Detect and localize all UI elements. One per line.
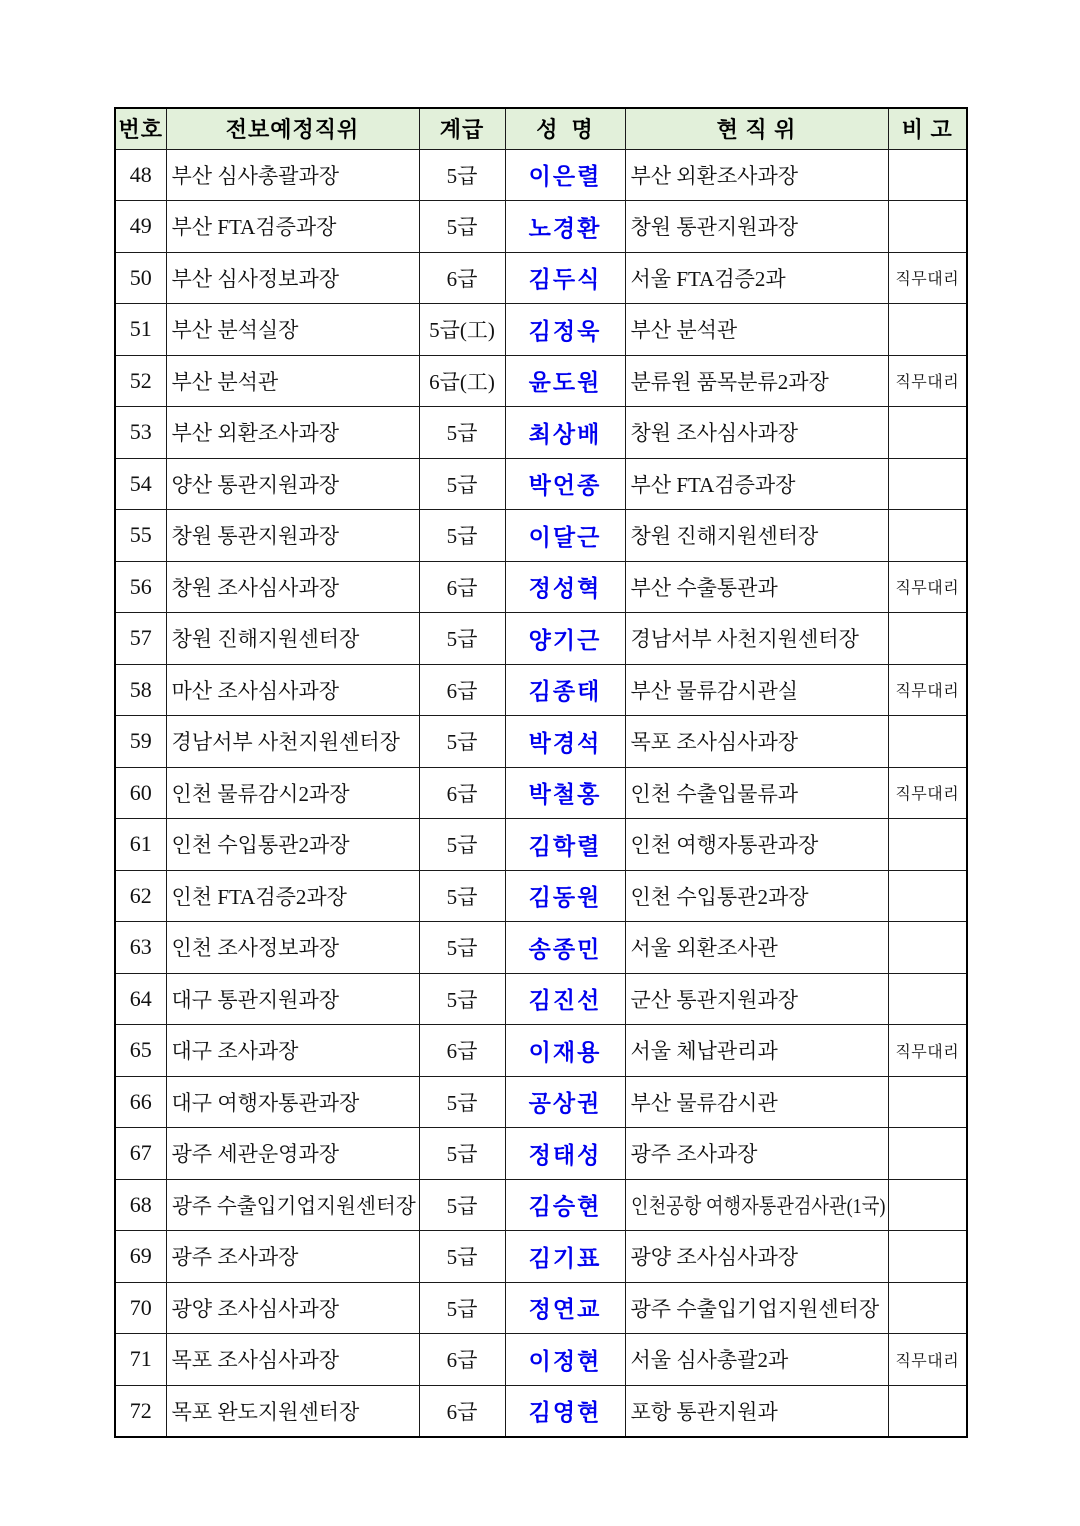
- cell-new-position: 부산 분석관: [166, 355, 419, 407]
- table-row: [115, 1334, 967, 1386]
- col-header-no: 번호: [115, 108, 166, 149]
- cell-name: 정연교: [505, 1282, 625, 1334]
- cell-current-position: 광주 조사과장: [625, 1128, 888, 1180]
- cell-new-position: 광주 세관운영과장: [166, 1128, 419, 1180]
- cell-rank: 5급: [419, 1076, 505, 1128]
- cell-note: [888, 922, 967, 974]
- cell-rank: 5급: [419, 870, 505, 922]
- cell-current-position: 인천 수입통관2과장: [625, 870, 888, 922]
- cell-name: 박철홍: [505, 767, 625, 819]
- cell-rank: 6급: [419, 664, 505, 716]
- cell-note: [888, 304, 967, 356]
- cell-new-position: 목포 완도지원센터장: [166, 1385, 419, 1437]
- cell-current-position: 광양 조사심사과장: [625, 1231, 888, 1283]
- cell-rank: 6급: [419, 1385, 505, 1437]
- cell-row-number: 72: [115, 1385, 166, 1437]
- table-row: [115, 1128, 967, 1180]
- cell-current-position: 인천 수출입물류과: [625, 767, 888, 819]
- table-header-row: [115, 108, 967, 149]
- cell-row-number: 59: [115, 716, 166, 768]
- cell-current-position: 서울 체납관리과: [625, 1025, 888, 1077]
- cell-new-position: 목포 조사심사과장: [166, 1334, 419, 1386]
- cell-note: [888, 973, 967, 1025]
- cell-rank: 5급: [419, 819, 505, 871]
- cell-rank: 6급: [419, 1025, 505, 1077]
- cell-rank: 5급: [419, 510, 505, 562]
- table-row: [115, 304, 967, 356]
- cell-rank: 5급: [419, 613, 505, 665]
- cell-name: 양기근: [505, 613, 625, 665]
- cell-note: 직무대리: [888, 252, 967, 304]
- cell-note: 직무대리: [888, 767, 967, 819]
- cell-row-number: 51: [115, 304, 166, 356]
- cell-new-position: 인천 물류감시2과장: [166, 767, 419, 819]
- col-header-note: 비 고: [888, 108, 967, 149]
- cell-row-number: 60: [115, 767, 166, 819]
- cell-name: 송종민: [505, 922, 625, 974]
- cell-new-position: 인천 FTA검증2과장: [166, 870, 419, 922]
- cell-note: [888, 1282, 967, 1334]
- table-row: [115, 149, 967, 201]
- cell-note: [888, 1128, 967, 1180]
- cell-note: 직무대리: [888, 355, 967, 407]
- cell-name: 윤도원: [505, 355, 625, 407]
- cell-rank: 6급: [419, 561, 505, 613]
- cell-new-position: 경남서부 사천지원센터장: [166, 716, 419, 768]
- cell-rank: 5급: [419, 1231, 505, 1283]
- cell-name: 정태성: [505, 1128, 625, 1180]
- personnel-transfer-table: [114, 107, 968, 1438]
- cell-new-position: 부산 분석실장: [166, 304, 419, 356]
- cell-current-position: 분류원 품목분류2과장: [625, 355, 888, 407]
- cell-rank: 5급: [419, 716, 505, 768]
- cell-row-number: 61: [115, 819, 166, 871]
- cell-note: [888, 819, 967, 871]
- table-row: [115, 716, 967, 768]
- table-row: [115, 819, 967, 871]
- cell-new-position: 대구 조사과장: [166, 1025, 419, 1077]
- cell-rank: 5급: [419, 1282, 505, 1334]
- table-row: [115, 1025, 967, 1077]
- cell-rank: 5급: [419, 922, 505, 974]
- cell-current-position: 인천공항 여행자통관검사관(1국): [625, 1179, 888, 1231]
- cell-row-number: 64: [115, 973, 166, 1025]
- cell-new-position: 대구 통관지원과장: [166, 973, 419, 1025]
- col-header-new-position: 전보예정직위: [166, 108, 419, 149]
- cell-name: 노경환: [505, 201, 625, 253]
- cell-name: 김영현: [505, 1385, 625, 1437]
- cell-new-position: 양산 통관지원과장: [166, 458, 419, 510]
- cell-current-position: 부산 분석관: [625, 304, 888, 356]
- cell-new-position: 인천 수입통관2과장: [166, 819, 419, 871]
- cell-current-position: 창원 진해지원센터장: [625, 510, 888, 562]
- cell-current-position: 목포 조사심사과장: [625, 716, 888, 768]
- cell-current-position: 부산 외환조사과장: [625, 149, 888, 201]
- cell-new-position: 창원 통관지원과장: [166, 510, 419, 562]
- cell-rank: 6급: [419, 1334, 505, 1386]
- cell-new-position: 광주 수출입기업지원센터장: [166, 1179, 419, 1231]
- table-row: [115, 252, 967, 304]
- cell-name: 김기표: [505, 1231, 625, 1283]
- table-row: [115, 1282, 967, 1334]
- cell-current-position: 부산 물류감시관: [625, 1076, 888, 1128]
- cell-row-number: 58: [115, 664, 166, 716]
- table-row: [115, 1231, 967, 1283]
- cell-current-position: 창원 통관지원과장: [625, 201, 888, 253]
- cell-new-position: 부산 심사총괄과장: [166, 149, 419, 201]
- table-row: [115, 1179, 967, 1231]
- cell-row-number: 70: [115, 1282, 166, 1334]
- cell-name: 박경석: [505, 716, 625, 768]
- table-row: [115, 922, 967, 974]
- table-row: [115, 973, 967, 1025]
- cell-new-position: 대구 여행자통관과장: [166, 1076, 419, 1128]
- cell-name: 이정현: [505, 1334, 625, 1386]
- cell-row-number: 55: [115, 510, 166, 562]
- cell-current-position: 서울 심사총괄2과: [625, 1334, 888, 1386]
- cell-row-number: 50: [115, 252, 166, 304]
- table-row: [115, 561, 967, 613]
- cell-current-position: 서울 외환조사관: [625, 922, 888, 974]
- table-row: [115, 407, 967, 459]
- cell-name: 김학렬: [505, 819, 625, 871]
- cell-note: [888, 1385, 967, 1437]
- cell-row-number: 66: [115, 1076, 166, 1128]
- cell-note: [888, 149, 967, 201]
- cell-current-position: 부산 FTA검증과장: [625, 458, 888, 510]
- cell-note: 직무대리: [888, 664, 967, 716]
- cell-row-number: 53: [115, 407, 166, 459]
- cell-rank: 5급: [419, 1179, 505, 1231]
- cell-row-number: 62: [115, 870, 166, 922]
- cell-row-number: 68: [115, 1179, 166, 1231]
- col-header-name: 성 명: [505, 108, 625, 149]
- cell-current-position: 부산 물류감시관실: [625, 664, 888, 716]
- cell-row-number: 71: [115, 1334, 166, 1386]
- cell-name: 김승현: [505, 1179, 625, 1231]
- cell-note: 직무대리: [888, 561, 967, 613]
- table-row: [115, 201, 967, 253]
- cell-name: 정성혁: [505, 561, 625, 613]
- cell-current-position: 인천 여행자통관과장: [625, 819, 888, 871]
- cell-rank: 6급: [419, 767, 505, 819]
- cell-row-number: 65: [115, 1025, 166, 1077]
- cell-rank: 5급: [419, 973, 505, 1025]
- cell-name: 김두식: [505, 252, 625, 304]
- table-row: [115, 510, 967, 562]
- table-row: [115, 664, 967, 716]
- cell-new-position: 광양 조사심사과장: [166, 1282, 419, 1334]
- cell-note: 직무대리: [888, 1334, 967, 1386]
- col-header-rank: 계급: [419, 108, 505, 149]
- col-header-current-position: 현 직 위: [625, 108, 888, 149]
- cell-row-number: 54: [115, 458, 166, 510]
- cell-note: [888, 1231, 967, 1283]
- cell-row-number: 52: [115, 355, 166, 407]
- cell-new-position: 창원 진해지원센터장: [166, 613, 419, 665]
- cell-note: [888, 1076, 967, 1128]
- cell-new-position: 부산 외환조사과장: [166, 407, 419, 459]
- cell-row-number: 57: [115, 613, 166, 665]
- cell-current-position: 서울 FTA검증2과: [625, 252, 888, 304]
- cell-current-position: 창원 조사심사과장: [625, 407, 888, 459]
- cell-name: 이은렬: [505, 149, 625, 201]
- cell-name: 이재용: [505, 1025, 625, 1077]
- cell-note: [888, 870, 967, 922]
- cell-note: [888, 1179, 967, 1231]
- cell-new-position: 창원 조사심사과장: [166, 561, 419, 613]
- cell-new-position: 인천 조사정보과장: [166, 922, 419, 974]
- cell-note: [888, 407, 967, 459]
- cell-name: 김진선: [505, 973, 625, 1025]
- cell-new-position: 마산 조사심사과장: [166, 664, 419, 716]
- cell-name: 박언종: [505, 458, 625, 510]
- cell-new-position: 광주 조사과장: [166, 1231, 419, 1283]
- table-row: [115, 767, 967, 819]
- cell-rank: 5급: [419, 458, 505, 510]
- cell-rank: 5급(工): [419, 304, 505, 356]
- cell-name: 공상권: [505, 1076, 625, 1128]
- cell-note: 직무대리: [888, 1025, 967, 1077]
- cell-note: [888, 201, 967, 253]
- cell-row-number: 56: [115, 561, 166, 613]
- cell-current-position: 광주 수출입기업지원센터장: [625, 1282, 888, 1334]
- cell-note: [888, 458, 967, 510]
- cell-note: [888, 613, 967, 665]
- cell-row-number: 63: [115, 922, 166, 974]
- cell-new-position: 부산 심사정보과장: [166, 252, 419, 304]
- table-row: [115, 613, 967, 665]
- table-row: [115, 355, 967, 407]
- table-row: [115, 458, 967, 510]
- table-row: [115, 870, 967, 922]
- cell-current-position: 부산 수출통관과: [625, 561, 888, 613]
- cell-rank: 6급: [419, 252, 505, 304]
- cell-row-number: 67: [115, 1128, 166, 1180]
- cell-rank: 5급: [419, 201, 505, 253]
- cell-current-position: 경남서부 사천지원센터장: [625, 613, 888, 665]
- cell-row-number: 48: [115, 149, 166, 201]
- cell-name: 김동원: [505, 870, 625, 922]
- cell-current-position: 포항 통관지원과: [625, 1385, 888, 1437]
- cell-name: 김정욱: [505, 304, 625, 356]
- cell-new-position: 부산 FTA검증과장: [166, 201, 419, 253]
- cell-name: 이달근: [505, 510, 625, 562]
- cell-row-number: 49: [115, 201, 166, 253]
- table-row: [115, 1076, 967, 1128]
- cell-name: 최상배: [505, 407, 625, 459]
- cell-note: [888, 510, 967, 562]
- cell-name: 김종태: [505, 664, 625, 716]
- cell-rank: 5급: [419, 149, 505, 201]
- cell-current-position: 군산 통관지원과장: [625, 973, 888, 1025]
- cell-note: [888, 716, 967, 768]
- cell-rank: 6급(工): [419, 355, 505, 407]
- cell-row-number: 69: [115, 1231, 166, 1283]
- cell-rank: 5급: [419, 407, 505, 459]
- cell-rank: 5급: [419, 1128, 505, 1180]
- table-row: [115, 1385, 967, 1437]
